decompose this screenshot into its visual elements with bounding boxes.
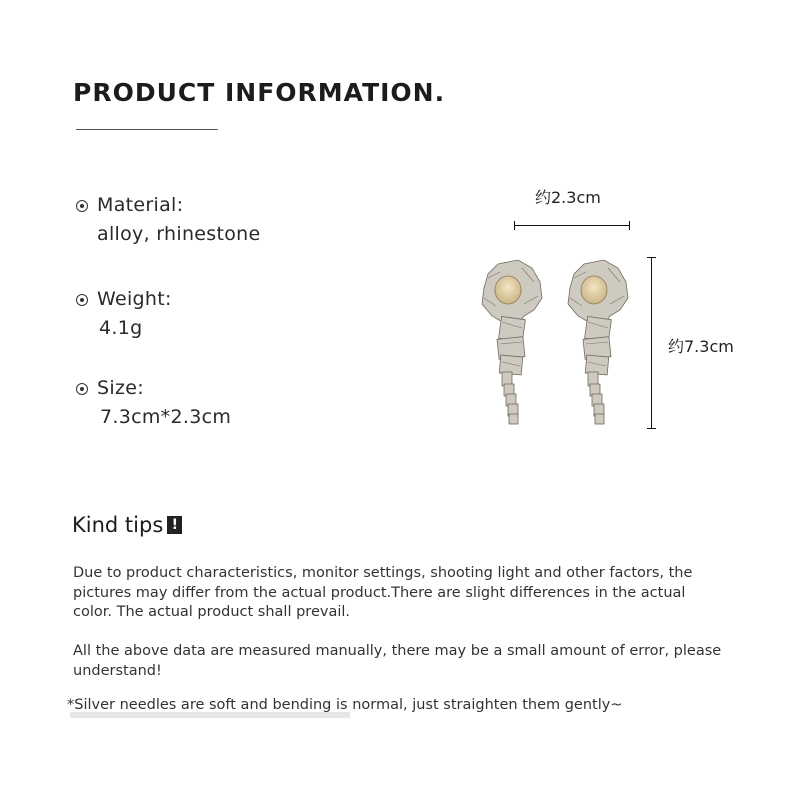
spec-material: [76, 192, 260, 245]
width-dimension-label: 约2.3cm: [535, 188, 601, 207]
title-underline: [76, 129, 218, 130]
earring-image-left: [478, 258, 546, 426]
exclamation-icon: !: [167, 516, 182, 534]
kind-tips-heading: [72, 513, 182, 537]
silver-needle-note: *Silver needles are soft and bending is normal, just straighten them gently~: [67, 697, 623, 713]
page-title: PRODUCT INFORMATION.: [73, 78, 446, 107]
spec-value: 7.3cm*2.3cm: [100, 406, 232, 428]
width-dimension-line: [514, 225, 630, 226]
spec-size: [76, 375, 231, 428]
spec-label: Size:: [97, 377, 144, 399]
spec-weight: [76, 286, 172, 339]
spec-value: 4.1g: [99, 317, 143, 339]
earring-image-right: [564, 258, 632, 426]
height-dimension-line: [651, 257, 652, 429]
spec-label: Weight:: [97, 288, 172, 310]
height-dimension-label: 约7.3cm: [668, 337, 734, 356]
circle-dot-bullet-icon: [76, 200, 88, 212]
kind-tips-title: Kind tips: [72, 513, 164, 537]
tips-paragraph-disclaimer: Due to product characteristics, monitor settings, shooting light and other factors, the pictures may differ from the actual product.There are slight differences in the actual color. The actual product shall prevail.: [73, 565, 693, 620]
circle-dot-bullet-icon: [76, 294, 88, 306]
spec-value: alloy, rhinestone: [97, 223, 261, 245]
circle-dot-bullet-icon: [76, 383, 88, 395]
tips-paragraph-measurement: All the above data are measured manually, there may be a small amount of error, please understand!: [73, 643, 722, 679]
spec-label: Material:: [97, 194, 184, 216]
